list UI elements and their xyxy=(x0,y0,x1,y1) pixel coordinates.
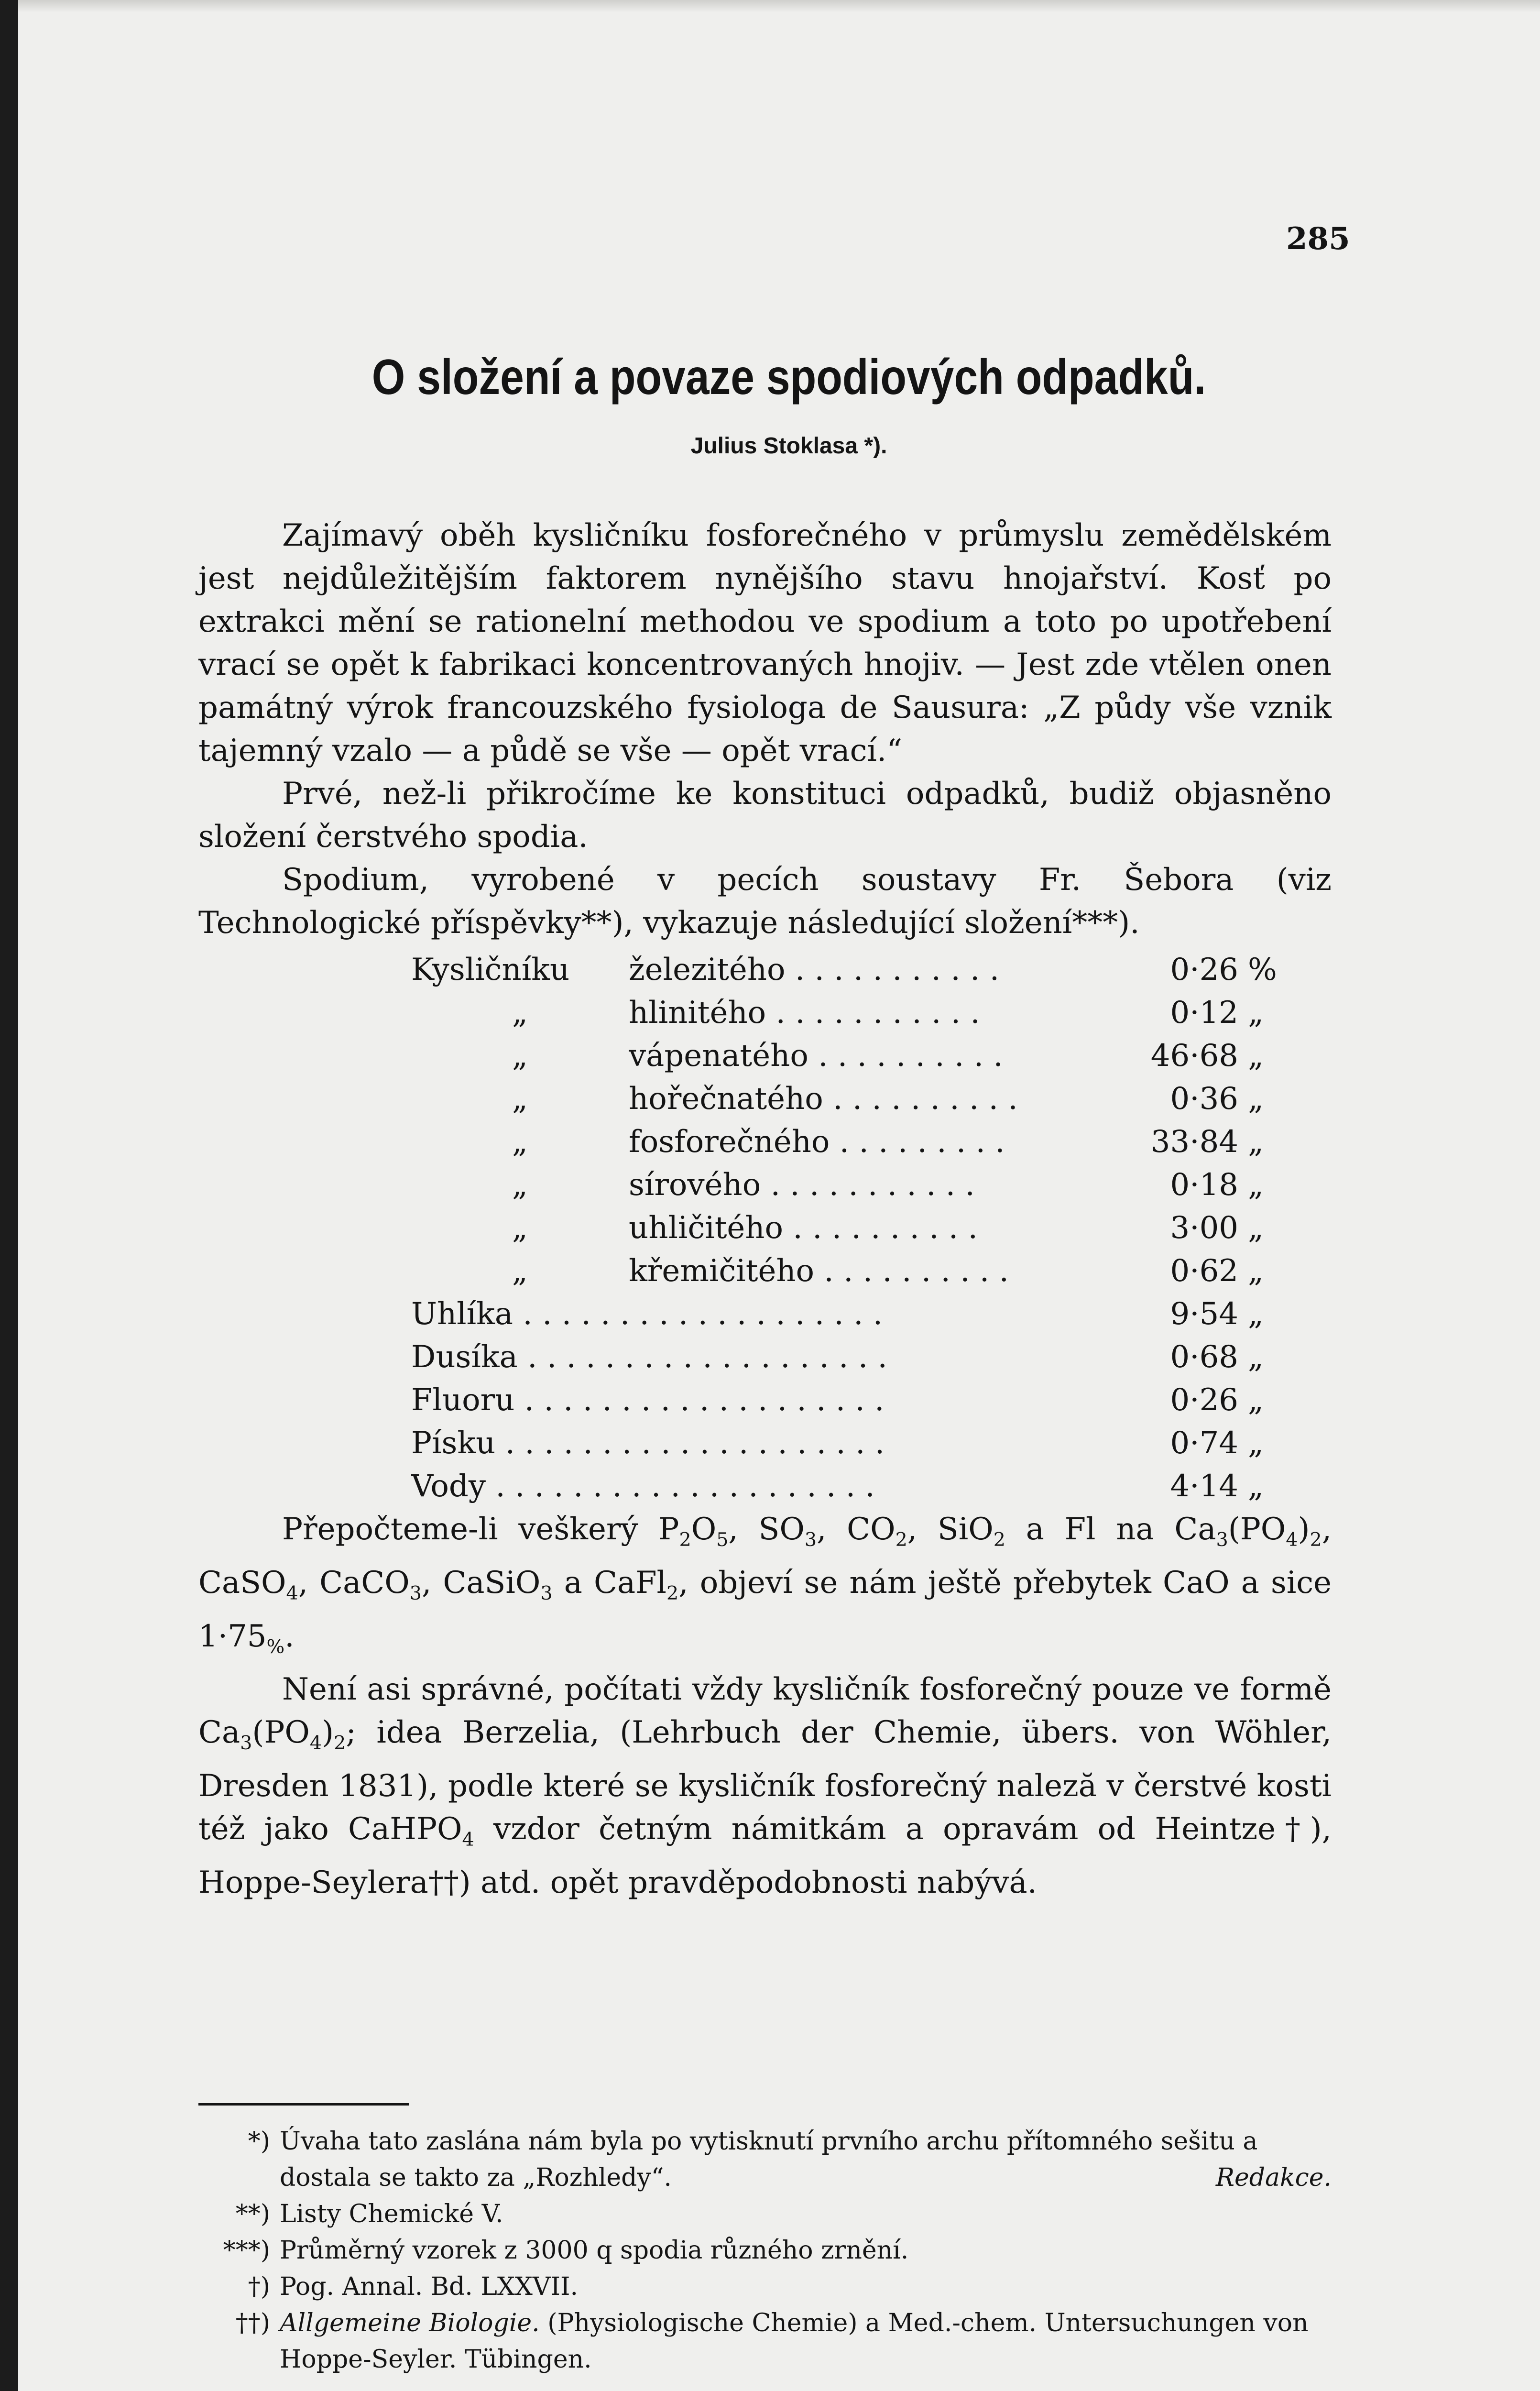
composition-row xyxy=(198,1206,1332,1250)
composition-row xyxy=(198,1293,1332,1336)
row-lead: Kysličníku xyxy=(411,952,570,987)
page-number: 285 xyxy=(1286,221,1350,257)
footnote xyxy=(191,2305,1332,2378)
article-title: O složení a povaze spodiových odpadků. xyxy=(371,350,1206,405)
composition-row xyxy=(198,948,1332,991)
composition-table xyxy=(198,948,1332,1508)
row-unit: „ xyxy=(1248,1469,1264,1504)
footnotes xyxy=(191,2123,1332,2378)
footnote-mark: ††) xyxy=(235,2309,270,2337)
row-unit: „ xyxy=(1248,1210,1264,1246)
row-unit: „ xyxy=(1248,1296,1264,1332)
row-lead: „ xyxy=(512,1210,528,1246)
composition-row xyxy=(198,1465,1332,1508)
footnote-mark: †) xyxy=(248,2272,270,2301)
row-unit: „ xyxy=(1248,1167,1264,1203)
composition-row xyxy=(198,1336,1332,1379)
row-lead: „ xyxy=(512,995,528,1031)
row-name: Uhlíka . . . . . . . . . . . . . . . . . . . xyxy=(411,1296,883,1332)
row-value: 0·68 xyxy=(1170,1339,1238,1375)
row-value: 33·84 xyxy=(1150,1124,1238,1160)
composition-row xyxy=(198,1077,1332,1120)
row-name: vápenatého . . . . . . . . . . xyxy=(629,1038,1003,1074)
row-unit: „ xyxy=(1248,1081,1264,1117)
footnote-signature: Redakce. xyxy=(1215,2163,1332,2192)
footnote-text: Listy Chemické V. xyxy=(280,2200,503,2228)
footnote-text: Úvaha tato zaslána nám byla po vytisknutí prvního archu přítomného sešitu a dostala se takto za „Rozhledy“. xyxy=(280,2127,1258,2192)
footnote-text: Pog. Annal. Bd. LXXVII. xyxy=(280,2272,579,2301)
row-name: hlinitého . . . . . . . . . . . xyxy=(629,995,980,1031)
footnote-rule xyxy=(198,2103,409,2106)
row-name: uhličitého . . . . . . . . . . xyxy=(629,1210,978,1246)
composition-row xyxy=(198,1422,1332,1465)
row-name: fosforečného . . . . . . . . . xyxy=(629,1124,1005,1160)
row-value: 4·14 xyxy=(1170,1469,1238,1504)
footnote-title: Allgemeine Biologie. xyxy=(280,2309,540,2337)
row-name: železitého . . . . . . . . . . . xyxy=(629,952,1000,987)
composition-row xyxy=(198,1163,1332,1206)
row-value: 0·26 xyxy=(1170,1382,1238,1418)
row-name: Fluoru . . . . . . . . . . . . . . . . . . . xyxy=(411,1382,885,1418)
row-value: 0·74 xyxy=(1170,1426,1238,1461)
footnote-mark: ***) xyxy=(223,2236,270,2265)
footnote-mark: **) xyxy=(235,2200,270,2228)
row-name: Dusíka . . . . . . . . . . . . . . . . . . . xyxy=(411,1339,887,1375)
composition-row xyxy=(198,991,1332,1034)
row-value: 0·12 xyxy=(1170,995,1238,1031)
row-value: 3·00 xyxy=(1170,1210,1238,1246)
row-name: Písku . . . . . . . . . . . . . . . . . . . . xyxy=(411,1426,885,1461)
row-unit: „ xyxy=(1248,1382,1264,1418)
row-unit: „ xyxy=(1248,1339,1264,1375)
row-value: 0·36 xyxy=(1170,1081,1238,1117)
composition-row xyxy=(198,1250,1332,1293)
row-value: 0·26 xyxy=(1170,952,1238,987)
row-name: sírového . . . . . . . . . . . xyxy=(629,1167,975,1203)
paragraph-berzelius: Není asi správné, počítati vždy kysličník fosforečný pouze ve formě $Ca_3(PO_4)_2$; idea Berzelia, (Lehrbuch der Chemie, übers. von Wöhler, Dresden 1831), podle které se kysličník fosforečný naleză v čerstvé kosti též jako CaHPO$_4$ vzdor četným námitkám a opravám od Heintze†), Hoppe-Seylera††) atd. opět pravděpodobnosti nabývá. xyxy=(198,1672,1332,1900)
row-unit: „ xyxy=(1248,1038,1264,1074)
row-unit: „ xyxy=(1248,1426,1264,1461)
row-value: 0·18 xyxy=(1170,1167,1238,1203)
row-lead: „ xyxy=(512,1253,528,1289)
paragraph: Spodium, vyrobené v pecích soustavy Fr. Šebora (viz Technologické příspěvky**), vykazuje následující složení***). xyxy=(198,862,1332,941)
row-lead: „ xyxy=(512,1124,528,1160)
row-unit: % xyxy=(1248,952,1277,987)
composition-row xyxy=(198,1379,1332,1422)
paragraph: Zajímavý oběh kysličníku fosforečného v průmyslu zemědělském jest nejdůležitějším faktorem nynějšího stavu hnojařství. Kosť po extrakci mění se rationelní methodou ve spodium a toto po upotřebení vrací se opět k fabrikaci koncentrovaných hnojiv. — Jest zde vtělen onen památný výrok francouzského fysiologa de Sausura: „Z půdy vše vznik tajemný vzalo — a půdě se vše — opět vrací.“ xyxy=(198,518,1332,768)
footnote xyxy=(191,2196,1332,2232)
row-unit: „ xyxy=(1248,1124,1264,1160)
footnote-mark: *) xyxy=(248,2127,270,2156)
row-unit: „ xyxy=(1248,995,1264,1031)
row-value: 46·68 xyxy=(1150,1038,1238,1074)
scan-edge-left xyxy=(0,0,18,2391)
row-lead: „ xyxy=(512,1167,528,1203)
author-line: Julius Stoklasa *). xyxy=(690,433,887,459)
footnote xyxy=(191,2123,1332,2196)
row-value: 9·54 xyxy=(1170,1296,1238,1332)
scan-edge-top xyxy=(0,0,1540,12)
article-body xyxy=(198,514,1332,1904)
row-lead: „ xyxy=(512,1038,528,1074)
footnote xyxy=(191,2232,1332,2269)
row-name: hořečnatého . . . . . . . . . . xyxy=(629,1081,1018,1117)
composition-row xyxy=(198,1034,1332,1077)
footnote xyxy=(191,2269,1332,2305)
footnote-text: Průměrný vzorek z 3000 q spodia různého zrnění. xyxy=(280,2236,909,2265)
paragraph-recalc: Přepočteme-li veškerý $P_2O_5$, $SO_3$, $CO_2$, SiO$_2$ a Fl na $Ca_3(PO_4)_2$, CaSO$_4$, CaCO$_3$, CaSiO$_3$ a CaFl$_2$, objeví se nám ještě přebytek CaO a sice $1\cdot 75_{\%}$. xyxy=(198,1512,1332,1658)
row-lead: „ xyxy=(512,1081,528,1117)
paragraph: Prvé, než-li přikročíme ke konstituci odpadků, budiž objasněno složení čerstvého spodia. xyxy=(198,776,1332,855)
row-unit: „ xyxy=(1248,1253,1264,1289)
row-name: křemičitého . . . . . . . . . . xyxy=(629,1253,1009,1289)
row-name: Vody . . . . . . . . . . . . . . . . . . . . xyxy=(411,1469,875,1504)
composition-row xyxy=(198,1120,1332,1163)
row-value: 0·62 xyxy=(1170,1253,1238,1289)
footnote-text: (Physiologische Chemie) a Med.-chem. Untersuchungen von Hoppe-Seyler. Tübingen. xyxy=(280,2309,1309,2374)
